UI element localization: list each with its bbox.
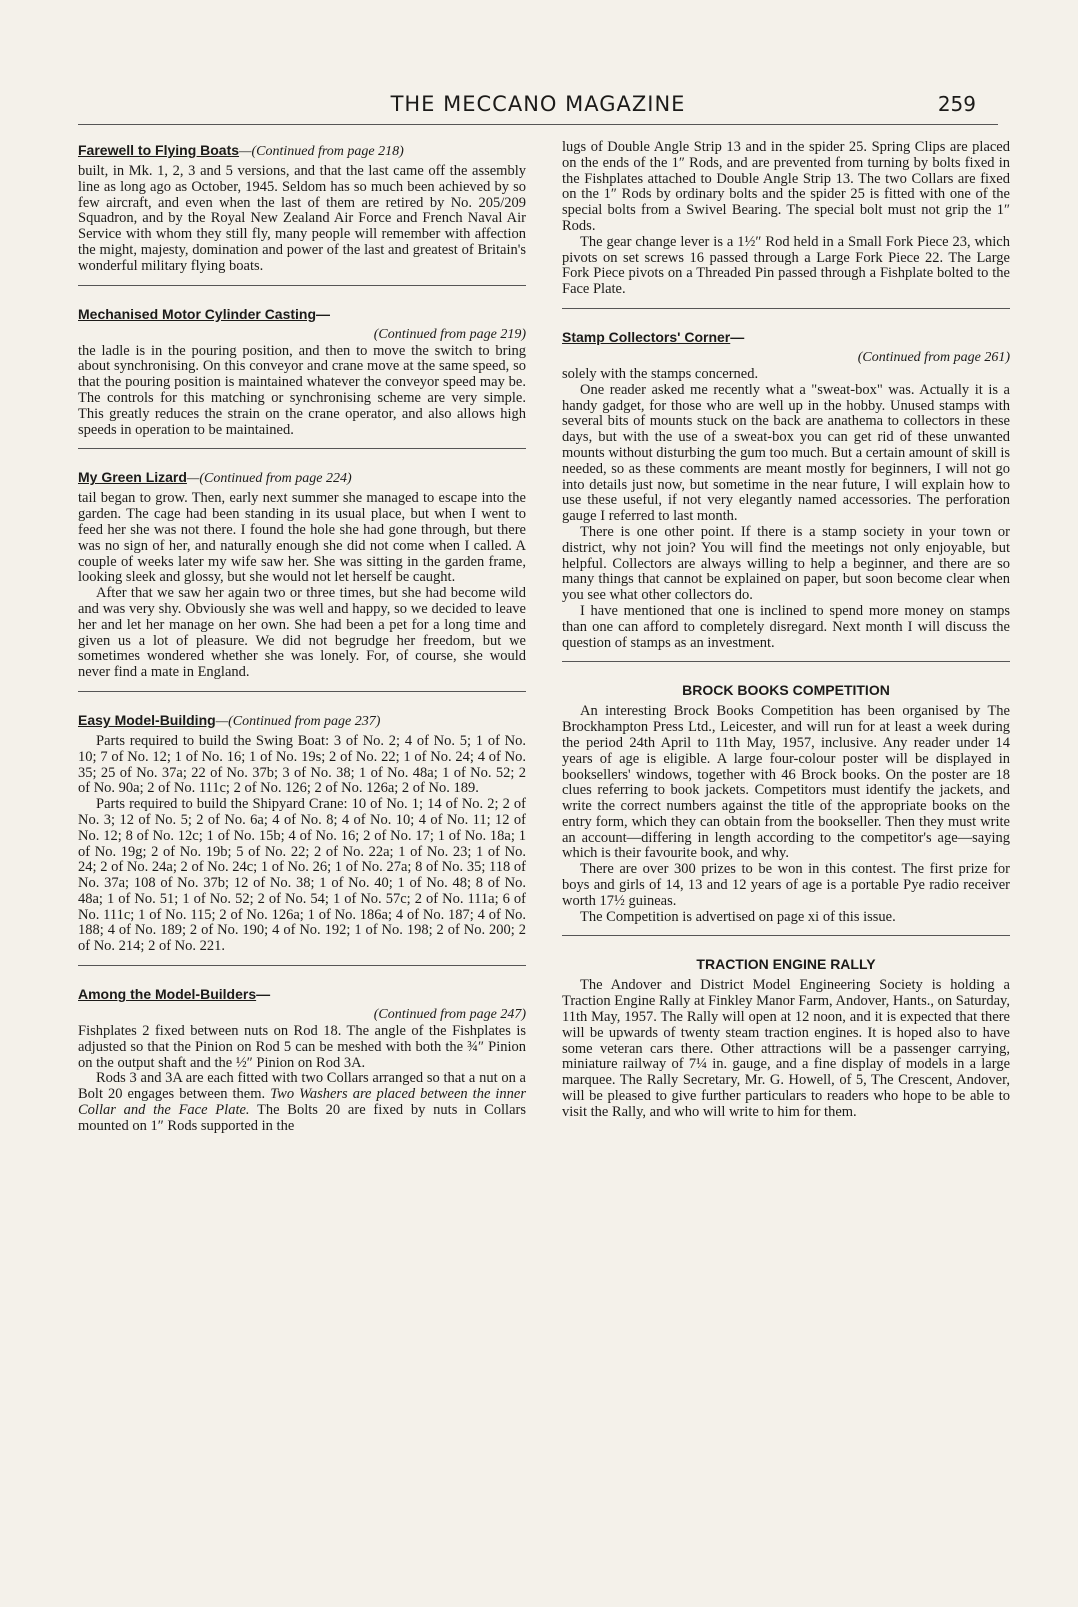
article-title: Easy Model-Building — [78, 711, 216, 728]
article-heading — [78, 304, 526, 324]
magazine-title: THE MECCANO MAGAZINE — [390, 92, 686, 116]
paragraph: solely with the stamps concerned. — [562, 365, 759, 382]
text-span: Rods 3 and 3A are each fitted with two Collars arranged so that a nut on a Bolt 20 engages between them. — [78, 1070, 526, 1103]
paragraph: One reader asked me recently what a "sweat-box" was. Actually it is a handy gadget, for those who are well up in the hobby. Unused stamps with several bits of mounts stuck on the back are anathema to collectors in these days, but with the use of a sweat-box you can get rid of these unwanted mounts without disturbing the gum too much. But a certain amount of skill is needed, so as these comments are meant mostly for beginners, I will not go into details just now, but sometime in the near future, I will explain how to use these useful, if not very elegantly named accessories. The perforation gauge I referred to last month. — [562, 381, 1010, 525]
paragraph: the ladle is in the pouring position, and then to move the switch to bring about synchronising. On this conveyor and crane move at the same speed, so that the pouring position is maintained whatever the conveyor speed may be. The controls for this matching or synchronising scheme are very simple. This greatly reduces the strain on the crane operator, and also allows high speeds in operation to be maintained. — [78, 342, 526, 438]
continued-note: —(Continued from page 237) — [215, 713, 381, 729]
paragraph: The Andover and District Model Engineering Society is holding a Traction Engine Rally at Finkley Manor Farm, Andover, Hants., on Saturday, 11th May, 1957. The Rally will open at 12 noon, and it is expected that there will be upwards of twenty steam traction engines. It is hoped also to have some veteran cars there. Other attractions will be a passenger carrying, miniature railway of 7¼ in. gauge, and a fine display of models in a large marquee. The Rally Secretary, Mr. G. Howell, of 5, The Crescent, Andover, will be pleased to give further particulars to readers who hope to be able to visit the Rally, and who will write to him for them. — [562, 977, 1010, 1120]
article-model-builders — [78, 984, 526, 1135]
page-header — [78, 88, 998, 125]
heading-dash: — — [316, 305, 331, 322]
paragraph: I have mentioned that one is inclined to spend more money on stamps than one can afford to completely disregard. Next month I will discuss the question of stamps as an investment. — [562, 602, 1010, 651]
article-flying-boats — [78, 140, 526, 275]
article-traction-engine-rally — [562, 954, 1010, 1120]
divider — [562, 661, 1010, 662]
article-heading — [78, 140, 526, 162]
divider — [562, 308, 1010, 309]
divider — [562, 935, 1010, 936]
paragraph: Parts required to build the Shipyard Crane: 10 of No. 1; 14 of No. 2; 2 of No. 3; 12 of No. 5; 2 of No. 6a; 4 of No. 8; 4 of No. 10; 4 of No. 11; 12 of No. 12; 8 of No. 12c; 1 of No. 15b; 4 of No. 16; 2 of No. 17; 1 of No. 18a; 1 of No. 19g; 2 of No. 19b; 5 of No. 22; 2 of No. 22a; 1 of No. 23; 1 of No. 24; 2 of No. 24a; 2 of No. 24c; 1 of No. 26; 1 of No. 27a; 8 of No. 35; 118 of No. 37a; 108 of No. 37b; 12 of No. 38; 1 of No. 40; 1 of No. 48; 8 of No. 48a; 1 of No. 51; 1 of No. 52; 2 of No. 54; 1 of No. 57c; 2 of No. 111a; 6 of No. 111c; 1 of No. 115; 2 of No. 126a; 1 of No. 186a; 4 of No. 187; 4 of No. 188; 4 of No. 189; 2 of No. 190; 4 of No. 192; 1 of No. 198; 2 of No. 200; 2 of No. 214; 2 of No. 221. — [78, 796, 526, 955]
continued-note: —(Continued from page 218) — [239, 144, 404, 159]
paragraph: An interesting Brock Books Competition has been organised by The Brockhampton Press Ltd., Leicester, and will run for at least a week during the period 24th April to 11th May, 1957, inclusive. Any reader under 14 years of age is eligible. A large four-colour poster will be displayed in booksellers' windows, together with 46 Brock books. On the poster are 18 clues referring to book jackets. Competitors must identify the jackets, and write the correct numbers against the title of the appropriate books on the entry form, which they can obtain from the bookseller. Then they must write an account—differing in length according to the competitor's age—saying which is their favourite book, and why. — [562, 703, 1010, 862]
article-title: My Green Lizard — [78, 469, 187, 486]
divider — [78, 691, 526, 692]
article-heading — [78, 467, 526, 489]
article-title: TRACTION ENGINE RALLY — [696, 956, 876, 973]
divider — [78, 448, 526, 449]
article-motor-cylinder — [78, 304, 526, 439]
article-easy-model-building — [78, 710, 526, 955]
continued-note: (Continued from page 219) — [373, 326, 526, 342]
right-column — [562, 140, 1010, 1131]
paragraph: After that we saw her again two or three times, but she had become wild and was very shy. Obviously she was well and happy, so we decided to leave her and let her manage on her own. She had been a pet for a long time and given us a lot of pleasure. We did not begrudge her freedom, but we sometimes wondered whether she was lonely. For, of course, she would never find a mate in England. — [78, 585, 526, 681]
left-column — [78, 140, 526, 1145]
paragraph: The Competition is advertised on page xi of this issue. — [580, 908, 896, 925]
paragraph: lugs of Double Angle Strip 13 and in the spider 25. Spring Clips are placed on the ends of the 1″ Rods, and are prevented from turning by bolts fixed in the Fishplates attached to Double Angle Strip 13. The two Collars are fixed on the 1″ Rods by ordinary bolts and the spider 25 is fitted with one of the special bolts from a Swivel Bearing. The special bolt must not grip the 1″ Rods. — [562, 139, 1010, 234]
italic-note: Two Washers are placed between the inner Collar and the Face Plate. — [78, 1086, 526, 1119]
article-brock-books — [562, 680, 1010, 925]
divider — [78, 285, 526, 286]
paragraph: tail began to grow. Then, early next summer she managed to escape into the garden. The cage had been standing in its usual place, but when I went to feed her she was not there. I found the hole she had gone through, but there was no sign of her, and naturally enough she did not come when I called. A couple of weeks later my wife saw her. She was sitting in the garden frame, looking sleek and glossy, but she would not let herself be caught. — [78, 490, 526, 586]
article-title: Mechanised Motor Cylinder Casting — [78, 305, 317, 322]
article-title: Farewell to Flying Boats — [78, 142, 240, 158]
article-title: BROCK BOOKS COMPETITION — [682, 682, 890, 699]
paragraph: There are over 300 prizes to be won in this contest. The first prize for boys and girls of 14, 13 and 12 years of age is a portable Pye radio receiver worth 17½ guineas. — [562, 861, 1010, 909]
article-model-builders-continued — [562, 140, 1010, 298]
paragraph: There is one other point. If there is a stamp society in your town or district, why not join? You will find the meetings not only enjoyable, but helpful. Collectors are always willing to help a beginner, and there are so many things that cannot be explained on paper, but soon become clear when you see what other collectors do. — [562, 523, 1010, 604]
continued-note: (Continued from page 261) — [857, 349, 1010, 365]
paragraph — [78, 1071, 526, 1134]
paragraph: Parts required to build the Swing Boat: 3 of No. 2; 4 of No. 5; 1 of No. 10; 7 of No. 12; 1 of No. 16; 1 of No. 19s; 2 of No. 22; 1 of No. 24; 4 of No. 35; 25 of No. 37a; 22 of No. 37b; 3 of No. 38; 1 of No. 48a; 1 of No. 52; 2 of No. 90a; 2 of No. 111c; 2 of No. 126; 2 of No. 126a; 2 of No. 189. — [78, 732, 526, 797]
article-title: Among the Model-Builders — [78, 986, 257, 1003]
article-green-lizard — [78, 467, 526, 681]
continued-note: —(Continued from page 224) — [186, 471, 352, 487]
article-heading — [562, 327, 1010, 347]
page-number: 259 — [937, 92, 976, 116]
article-stamp-corner — [562, 327, 1010, 651]
article-title: Stamp Collectors' Corner — [562, 328, 731, 345]
article-heading — [78, 984, 526, 1004]
article-heading — [78, 710, 526, 732]
text-span: The Bolts 20 are fixed by nuts in Collars mounted on 1″ Rods supported in the — [78, 1102, 526, 1134]
paragraph: The gear change lever is a 1½″ Rod held in a Small Fork Piece 23, which pivots on set screws 16 passed through a Large Fork Piece 22. The Large Fork Piece pivots on a Threaded Pin passed through a Fishplate bolted to the Face Plate. — [562, 233, 1010, 298]
paragraph: built, in Mk. 1, 2, 3 and 5 versions, and that the last came off the assembly line as long ago as October, 1945. Seldom has so much been achieved by so few aircraft, and even when the last of them are retired by No. 205/209 Squadron, and by the Royal New Zealand Air Force and French Naval Air Service with whom they still fly, many people will remember with affection the might, majesty, domination and power of the last and greatest of Britain's wonderful military flying boats. — [78, 163, 526, 274]
continued-note: (Continued from page 247) — [373, 1007, 526, 1023]
heading-dash: — — [256, 986, 271, 1003]
paragraph: Fishplates 2 fixed between nuts on Rod 18. The angle of the Fishplates is adjusted so that the Pinion on Rod 5 can be meshed with both the ¾″ Pinion on the output shaft and the ½″ Pinion on Rod 3A. — [78, 1023, 526, 1071]
divider — [78, 965, 526, 966]
heading-dash: — — [730, 328, 745, 345]
